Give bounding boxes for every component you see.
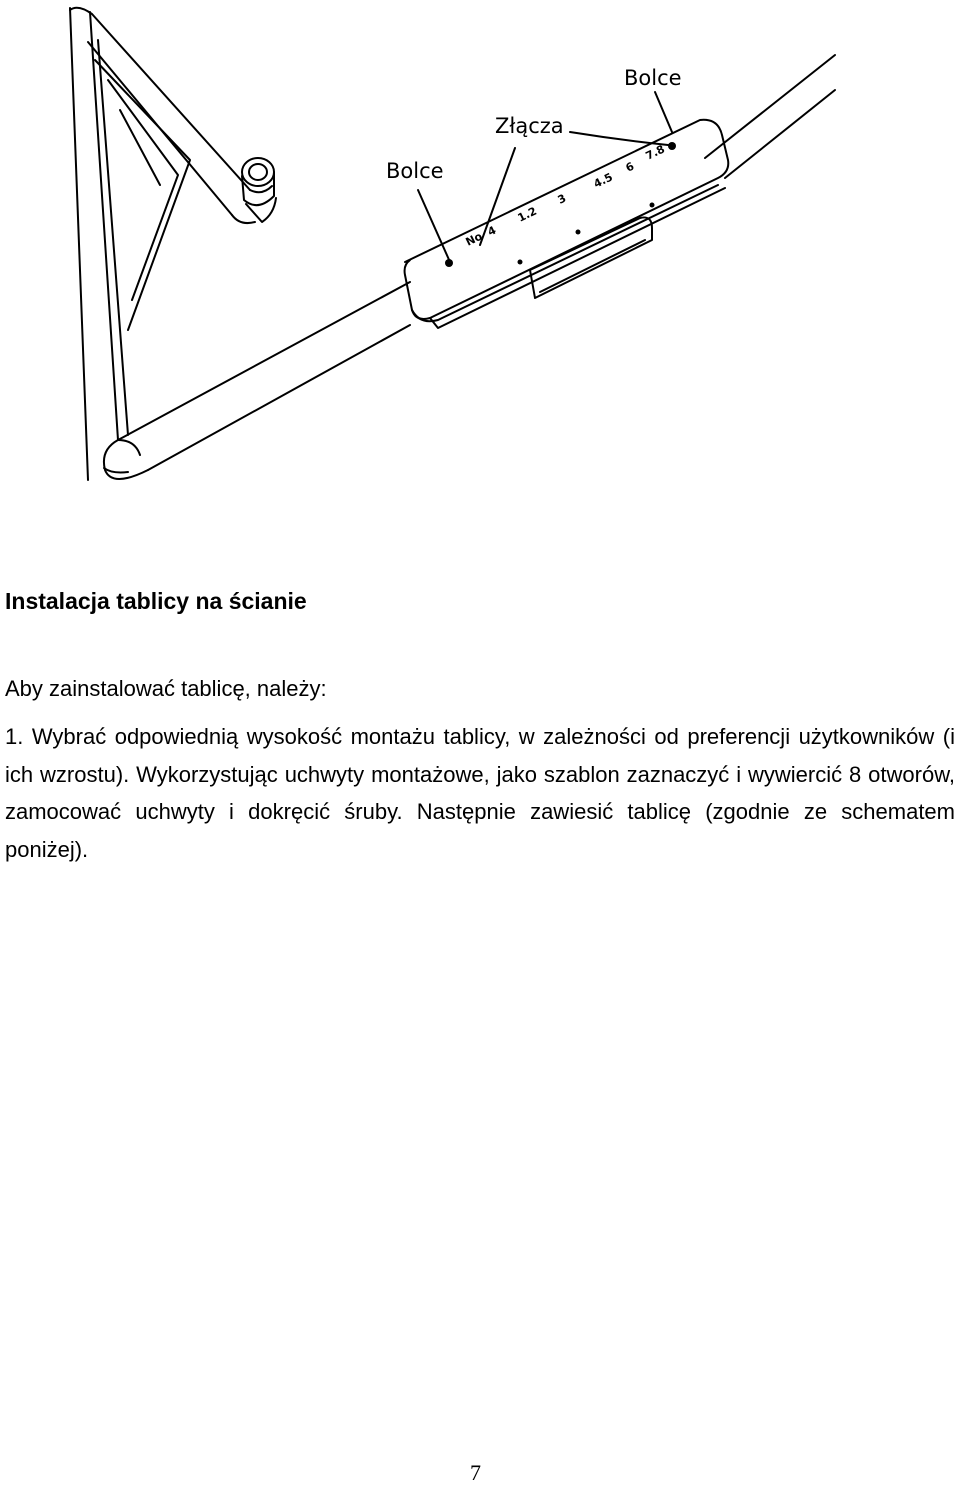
- page-number: 7: [470, 1460, 481, 1485]
- ruler-mark: No: [463, 229, 485, 249]
- stand-assembly-diagram: [0, 0, 960, 500]
- ruler-mark: 4.5: [591, 170, 615, 191]
- ruler-mark: 3: [555, 191, 569, 207]
- label-connectors: Złącza: [495, 114, 564, 138]
- instruction-step-1: 1. Wybrać odpowiednią wysokość montażu tablicy, w zależności od preferencji użytkowników (i ich wzrostu). Wykorzystując uchwyty montażowe, jako szablon zaznaczyć i wywiercić 8 otworów, zamocować uchwyty i dokręcić śruby. Następnie zawiesić tablicę (zgodnie ze schematem poniżej).: [5, 724, 955, 862]
- label-bolts-right: Bolce: [624, 66, 682, 90]
- ruler-mark: 6: [623, 159, 637, 175]
- ruler-mark: 7.8: [643, 142, 667, 163]
- ruler-mark: 1.2: [515, 204, 539, 225]
- bracket-ruler-marks: [464, 142, 667, 248]
- main-tube: [104, 55, 835, 479]
- intro-text: Aby zainstalować tablicę, należy:: [5, 676, 327, 701]
- section-heading: Instalacja tablicy na ścianie: [5, 588, 307, 614]
- label-bolts-left: Bolce: [386, 159, 444, 183]
- mounting-bracket: [405, 120, 729, 328]
- ruler-mark: 4: [485, 223, 499, 239]
- clamp-ring: [242, 158, 276, 222]
